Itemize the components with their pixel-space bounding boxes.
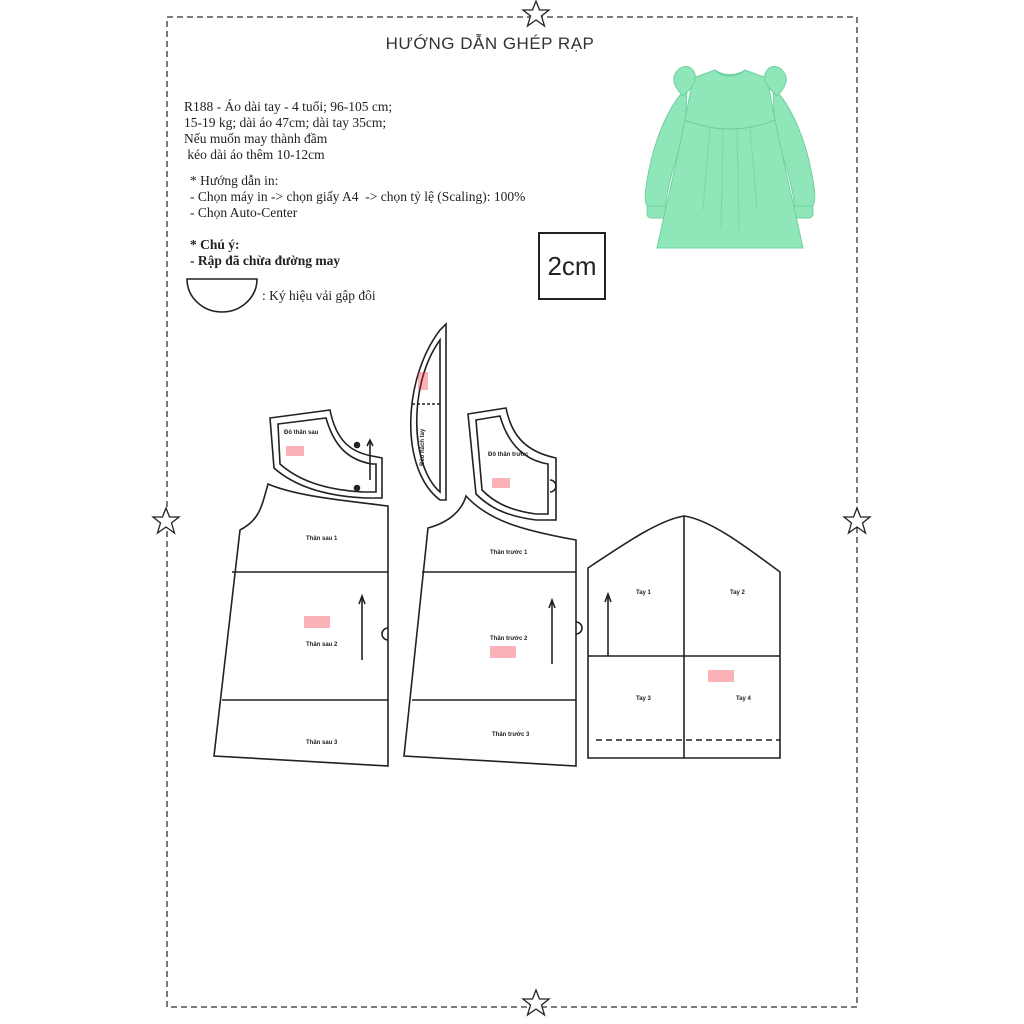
- page-title: HƯỚNG DẪN GHÉP RẠP: [385, 34, 595, 53]
- note-heading: * Chú ý:: [190, 237, 240, 252]
- info-line-3: Nếu muốn may thành đầm: [184, 131, 328, 146]
- star-icon-left: [153, 508, 179, 533]
- print-step-1: - Chọn máy in -> chọn giấy A4 -> chọn tỷ lệ (Scaling): 100%: [190, 189, 526, 204]
- label-back-3: Thân sau 3: [306, 740, 338, 746]
- print-step-2: - Chọn Auto-Center: [190, 205, 298, 220]
- star-icon-bottom: [523, 990, 549, 1015]
- note-text: - Rập đã chừa đường may: [190, 253, 341, 268]
- label-back-facing: Đô thân sau: [284, 430, 319, 436]
- info-line-2: 15-19 kg; dài áo 47cm; dài tay 35cm;: [184, 115, 387, 130]
- label-front-1: Thân trước 1: [490, 550, 528, 556]
- scale-label: 2cm: [547, 250, 597, 281]
- info-line-4: kéo dài áo thêm 10-12cm: [184, 147, 325, 162]
- label-sleeve-2: Tay 2: [730, 590, 745, 596]
- info-line-1: R188 - Áo dài tay - 4 tuổi; 96-105 cm;: [184, 99, 393, 114]
- label-sleeve-3: Tay 3: [636, 696, 651, 702]
- print-heading: * Hướng dẫn in:: [190, 173, 279, 188]
- label-ruffle: Bèo nách tay: [420, 428, 426, 466]
- scale-reference-box: [538, 232, 606, 300]
- label-back-2: Thân sau 2: [306, 642, 338, 648]
- label-back-1: Thân sau 1: [306, 536, 338, 542]
- star-icon-top: [523, 1, 549, 26]
- label-front-2: Thân trước 2: [490, 636, 528, 642]
- garment-illustration: [635, 60, 835, 260]
- label-front-3: Thân trước 3: [492, 732, 530, 738]
- fold-symbol-icon: [184, 276, 264, 316]
- label-front-facing: Đô thân trước: [488, 452, 529, 458]
- fold-legend-label: : Ký hiệu vải gập đôi: [262, 288, 376, 303]
- label-sleeve-1: Tay 1: [636, 590, 651, 596]
- label-sleeve-4: Tay 4: [736, 696, 751, 702]
